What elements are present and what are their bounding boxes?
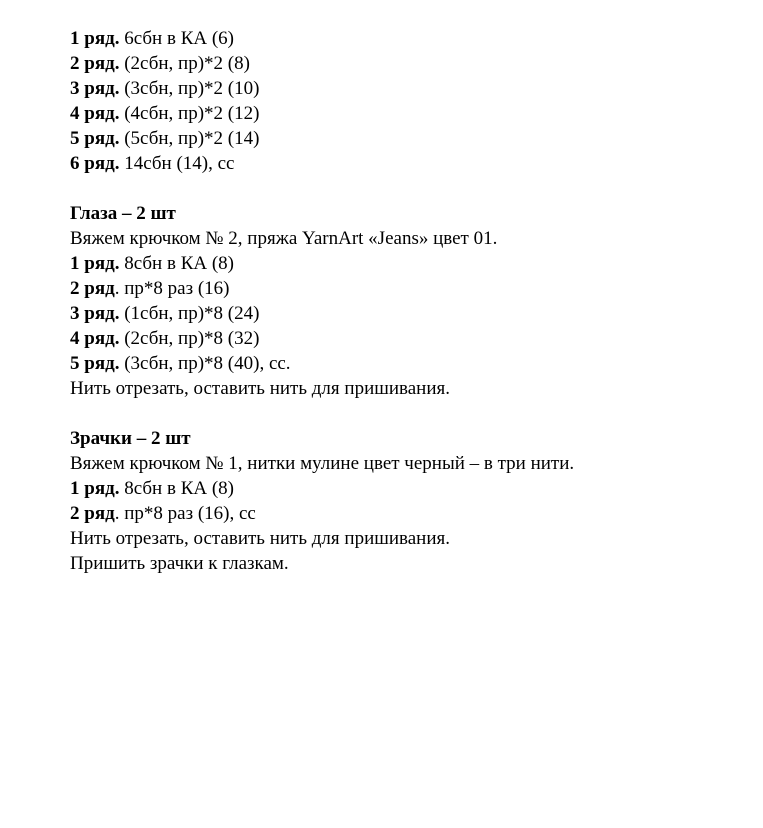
section-outro: Нить отрезать, оставить нить для пришивания. <box>70 528 451 549</box>
row-text: 6сбн в КА (6) <box>119 28 234 49</box>
row-line <box>70 301 750 326</box>
row-text: . пр*8 раз (16), сс <box>114 503 256 524</box>
section-intro: Вяжем крючком № 1, нитки мулине цвет черный – в три нити. <box>70 453 575 474</box>
row-label: 6 ряд. <box>70 153 120 174</box>
row-text: (2сбн, пр)*8 (32) <box>119 328 260 349</box>
section-intro: Вяжем крючком № 2, пряжа YarnArt «Jeans» цвет 01. <box>70 228 498 249</box>
row-label: 5 ряд. <box>70 128 120 149</box>
row-text: 8сбн в КА (8) <box>119 253 234 274</box>
row-text: (5сбн, пр)*2 (14) <box>119 128 260 149</box>
row-label: 4 ряд. <box>70 103 120 124</box>
row-line <box>70 51 750 76</box>
row-text: (3сбн, пр)*8 (40), сс. <box>119 353 291 374</box>
row-line <box>70 101 750 126</box>
row-line <box>70 151 750 176</box>
row-label: 2 ряд <box>70 503 115 524</box>
row-text: (2сбн, пр)*2 (8) <box>119 53 250 74</box>
section-outro: Нить отрезать, оставить нить для пришивания. <box>70 378 451 399</box>
row-label: 4 ряд. <box>70 328 120 349</box>
section-heading-text: Глаза – 2 шт <box>70 203 176 224</box>
row-label: 5 ряд. <box>70 353 120 374</box>
row-text: (1сбн, пр)*8 (24) <box>119 303 260 324</box>
row-line <box>70 476 750 501</box>
paragraph-gap <box>70 176 750 201</box>
row-label: 1 ряд. <box>70 253 120 274</box>
row-label: 3 ряд. <box>70 303 120 324</box>
row-line <box>70 26 750 51</box>
row-line <box>70 326 750 351</box>
row-label: 1 ряд. <box>70 478 120 499</box>
paragraph-gap <box>70 401 750 426</box>
row-text: 8сбн в КА (8) <box>119 478 234 499</box>
row-text: (4сбн, пр)*2 (12) <box>119 103 260 124</box>
row-text: . пр*8 раз (16) <box>114 278 230 299</box>
section-heading-eyes <box>70 201 750 226</box>
section-outro: Пришить зрачки к глазкам. <box>70 553 289 574</box>
row-label: 1 ряд. <box>70 28 120 49</box>
row-label: 2 ряд. <box>70 53 120 74</box>
row-line <box>70 501 750 526</box>
row-text: 14сбн (14), сс <box>119 153 235 174</box>
section-heading-text: Зрачки – 2 шт <box>70 428 191 449</box>
row-line <box>70 351 750 376</box>
row-text: (3сбн, пр)*2 (10) <box>119 78 260 99</box>
row-label: 2 ряд <box>70 278 115 299</box>
document-page <box>70 26 750 576</box>
row-line <box>70 251 750 276</box>
row-line <box>70 126 750 151</box>
section-heading-pupils <box>70 426 750 451</box>
row-label: 3 ряд. <box>70 78 120 99</box>
row-line <box>70 76 750 101</box>
row-line <box>70 276 750 301</box>
